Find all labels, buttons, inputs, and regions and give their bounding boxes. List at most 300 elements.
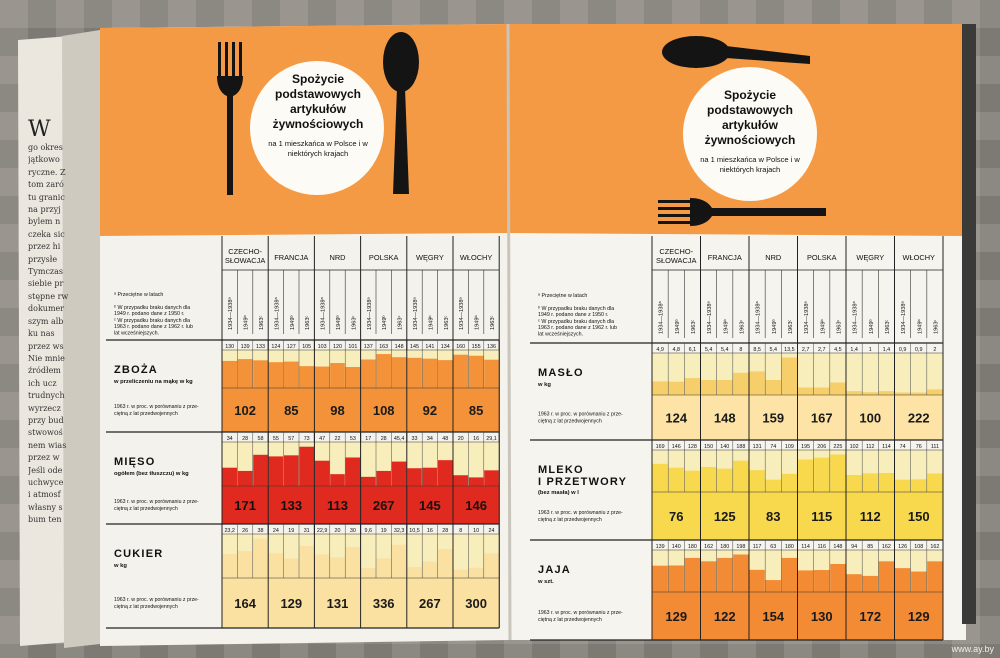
bar bbox=[253, 360, 268, 388]
value-label: 162 bbox=[704, 544, 714, 550]
row-sublabel: w kg bbox=[538, 382, 551, 388]
period-label: 1963ᶜ bbox=[351, 315, 358, 330]
bar bbox=[423, 359, 438, 388]
period-label: 1934—1938ᵃ bbox=[658, 301, 665, 334]
value-label: 155 bbox=[471, 344, 481, 350]
bar bbox=[846, 391, 861, 395]
bar bbox=[879, 473, 894, 492]
index-value: 125 bbox=[713, 509, 736, 524]
index-note: ciętną z lat przedwojennych bbox=[538, 617, 602, 623]
note-text: lat wcześniejszych. bbox=[114, 330, 160, 337]
index-value: 336 bbox=[372, 596, 395, 611]
period-label: 1949ᵇ bbox=[868, 319, 875, 334]
value-label: 0,9 bbox=[915, 347, 923, 353]
bar bbox=[238, 359, 253, 388]
country-label: WĘGRY bbox=[416, 253, 444, 262]
bar bbox=[299, 366, 314, 388]
right-title-block bbox=[694, 88, 806, 175]
value-label: 5,4 bbox=[721, 347, 729, 353]
value-label: 128 bbox=[687, 444, 697, 450]
index-value: 129 bbox=[907, 609, 930, 624]
value-label: 198 bbox=[736, 544, 746, 550]
value-label: 63 bbox=[770, 544, 777, 550]
index-value: 92 bbox=[422, 403, 438, 418]
value-label: 160 bbox=[456, 344, 466, 350]
value-label: 140 bbox=[671, 544, 681, 550]
value-label: 58 bbox=[257, 436, 264, 442]
bar bbox=[469, 568, 484, 578]
bar bbox=[863, 473, 878, 492]
value-label: 5,4 bbox=[704, 347, 713, 353]
value-label: 19 bbox=[380, 528, 387, 534]
bar bbox=[361, 477, 376, 486]
index-value: 130 bbox=[810, 609, 833, 624]
index-note: ciętną z lat przedwojennych bbox=[114, 411, 178, 417]
sidebar-line: jątkowo bbox=[28, 155, 60, 165]
value-label: 31 bbox=[303, 528, 310, 534]
index-value: 267 bbox=[372, 498, 395, 513]
index-value: 85 bbox=[284, 403, 299, 418]
value-label: 180 bbox=[720, 544, 730, 550]
note-text: 1949 r. podano dane z 1950 r. bbox=[538, 312, 609, 319]
value-label: 225 bbox=[833, 444, 843, 450]
bar bbox=[315, 554, 330, 578]
bar bbox=[361, 568, 376, 578]
sidebar-line: na przyj bbox=[28, 205, 61, 215]
bar bbox=[238, 551, 253, 578]
index-value: 159 bbox=[762, 410, 785, 426]
value-label: 4,5 bbox=[834, 347, 842, 353]
bar bbox=[438, 549, 453, 578]
country-label: WĘGRY bbox=[856, 253, 885, 262]
index-value: 76 bbox=[669, 509, 684, 524]
sidebar-line: stwowoś bbox=[28, 428, 63, 438]
index-value: 148 bbox=[713, 410, 736, 426]
value-label: 1,4 bbox=[850, 347, 858, 353]
country-label: FRANCJA bbox=[707, 253, 742, 262]
note-text: ᵃ Przeciętne w latach bbox=[538, 293, 588, 299]
index-value: 171 bbox=[234, 498, 256, 513]
period-label: 1949ᵇ bbox=[382, 315, 389, 330]
sidebar-line: czeka sic bbox=[28, 229, 65, 239]
row-label: I PRZETWORY bbox=[538, 476, 628, 488]
bar bbox=[701, 561, 716, 592]
sidebar-line: wyrzecz bbox=[28, 403, 61, 413]
bar bbox=[376, 471, 391, 486]
value-label: 148 bbox=[833, 544, 843, 550]
period-label: 1963ᶜ bbox=[739, 319, 746, 334]
bar bbox=[346, 547, 361, 578]
sidebar-line: go okres bbox=[28, 143, 63, 152]
period-label: 1949ᵇ bbox=[289, 315, 296, 330]
value-label: 22,9 bbox=[316, 528, 328, 534]
value-label: 13,5 bbox=[784, 347, 795, 353]
bar bbox=[911, 393, 926, 396]
value-label: 137 bbox=[363, 344, 373, 350]
bar bbox=[766, 480, 781, 492]
row-sublabel: (bez masła) w l bbox=[538, 490, 579, 496]
value-label: 34 bbox=[226, 436, 233, 442]
bar bbox=[669, 565, 684, 592]
period-label: 1963ᶜ bbox=[836, 319, 843, 334]
bar bbox=[701, 467, 716, 492]
value-label: 195 bbox=[801, 444, 811, 450]
index-value: 85 bbox=[468, 403, 484, 418]
bar bbox=[299, 447, 314, 486]
value-label: 188 bbox=[736, 444, 746, 450]
bar bbox=[701, 380, 716, 395]
value-label: 134 bbox=[440, 344, 450, 350]
bar bbox=[423, 468, 438, 486]
sidebar-line: bum ten bbox=[28, 515, 62, 525]
value-label: 162 bbox=[930, 544, 940, 550]
bar bbox=[376, 354, 391, 388]
sidebar-line: przez ws bbox=[28, 341, 64, 351]
value-label: 133 bbox=[256, 344, 265, 350]
index-value: 131 bbox=[326, 596, 349, 611]
value-label: 4,8 bbox=[672, 347, 680, 353]
sidebar-line: tom zaró bbox=[28, 180, 64, 190]
period-label: 1934—1938ᵃ bbox=[228, 297, 235, 330]
value-label: 24 bbox=[272, 528, 279, 534]
index-value: 102 bbox=[234, 403, 256, 418]
index-value: 267 bbox=[419, 596, 441, 611]
value-label: 140 bbox=[720, 444, 730, 450]
index-note: 1963 r. w proc. w porównaniu z prze- bbox=[114, 499, 199, 505]
index-note: 1963 r. w proc. w porównaniu z prze- bbox=[538, 510, 623, 516]
value-label: 85 bbox=[867, 544, 874, 550]
index-value: 167 bbox=[810, 410, 833, 426]
left-title-block bbox=[262, 72, 374, 159]
bar bbox=[376, 558, 391, 578]
value-label: 114 bbox=[882, 444, 891, 450]
index-value: 154 bbox=[762, 609, 785, 624]
bar bbox=[330, 557, 345, 578]
period-label: 1949ᵇ bbox=[474, 315, 481, 330]
value-label: 139 bbox=[655, 544, 665, 550]
value-label: 130 bbox=[225, 344, 235, 350]
note-text: 1949 r. podano dane z 1950 r. bbox=[114, 311, 185, 318]
note-text: ᶜ W przypadku braku danych dla bbox=[114, 318, 191, 324]
bar bbox=[685, 378, 700, 395]
country-label: CZECHO- bbox=[659, 247, 694, 256]
period-label: 1934—1938ᵃ bbox=[320, 297, 327, 330]
sidebar-line: przez w bbox=[28, 453, 60, 463]
bar bbox=[782, 358, 797, 396]
sidebar-line: przysłe bbox=[28, 254, 58, 264]
value-label: 103 bbox=[317, 344, 327, 350]
bar bbox=[284, 362, 299, 388]
value-label: 112 bbox=[865, 444, 875, 450]
index-note: ciętną z lat przedwojennych bbox=[114, 604, 178, 610]
country-label: POLSKA bbox=[806, 253, 837, 262]
country-label: CZECHO- bbox=[228, 247, 262, 256]
sidebar-text-column bbox=[28, 118, 90, 527]
period-label: 1963ᶜ bbox=[259, 315, 265, 330]
bar bbox=[830, 455, 845, 493]
sidebar-line: Jeśli ode bbox=[28, 465, 63, 475]
value-label: 131 bbox=[752, 444, 762, 450]
value-label: 139 bbox=[240, 344, 250, 350]
bar bbox=[269, 553, 284, 578]
left-subtitle: na 1 mieszkańca w Polsce i w niektórych krajach bbox=[268, 139, 368, 158]
row-label: JAJA bbox=[538, 564, 571, 576]
note-text: ᵇ W przypadku braku danych dla bbox=[114, 305, 191, 311]
value-label: 206 bbox=[817, 444, 827, 450]
bar bbox=[685, 471, 700, 492]
period-label: 1949ᵇ bbox=[723, 319, 730, 334]
bar bbox=[830, 564, 845, 592]
bar bbox=[484, 553, 499, 578]
value-label: 2,7 bbox=[801, 347, 810, 353]
row-label: CUKIER bbox=[114, 548, 164, 560]
value-label: 180 bbox=[687, 544, 697, 550]
bar bbox=[222, 554, 237, 578]
index-value: 172 bbox=[859, 609, 882, 624]
value-label: 74 bbox=[770, 444, 777, 450]
value-label: 33 bbox=[411, 436, 418, 442]
value-label: 124 bbox=[271, 344, 281, 350]
sidebar-line: źródłem bbox=[28, 366, 61, 376]
bar bbox=[814, 458, 829, 492]
bar bbox=[407, 567, 422, 578]
bar bbox=[782, 558, 797, 592]
bar bbox=[315, 461, 330, 486]
value-label: 26 bbox=[242, 528, 249, 534]
value-label: 146 bbox=[671, 444, 681, 450]
value-label: 94 bbox=[851, 544, 858, 550]
bar bbox=[733, 461, 748, 492]
bar bbox=[392, 357, 407, 388]
country-label: WŁOCHY bbox=[459, 253, 493, 262]
value-label: 16 bbox=[426, 528, 433, 534]
bar bbox=[927, 474, 942, 493]
country-label: FRANCJA bbox=[274, 253, 309, 262]
sidebar-line: nem wias bbox=[28, 440, 67, 450]
value-label: 150 bbox=[704, 444, 714, 450]
row-label: MASŁO bbox=[538, 367, 584, 379]
value-label: 74 bbox=[899, 444, 906, 450]
value-label: 17 bbox=[365, 436, 372, 442]
value-label: 169 bbox=[655, 444, 665, 450]
row-sublabel: w przeliczeniu na mąkę w kg bbox=[114, 379, 193, 385]
right-title: Spożycie podstawowych artykułów żywnościowych bbox=[704, 88, 796, 147]
dropcap: W bbox=[28, 118, 51, 142]
period-label: 1963ᶜ bbox=[490, 315, 496, 330]
value-label: 1,4 bbox=[882, 347, 891, 353]
bar bbox=[717, 558, 732, 592]
value-label: 16 bbox=[473, 436, 480, 442]
value-label: 116 bbox=[817, 544, 827, 550]
sidebar-line: przy bud bbox=[28, 415, 64, 425]
period-label: 1963ᶜ bbox=[787, 319, 794, 334]
value-label: 120 bbox=[333, 344, 342, 350]
note-text: lat wcześniejszych. bbox=[538, 331, 584, 338]
value-label: 8 bbox=[739, 347, 743, 353]
period-label: 1963ᶜ bbox=[397, 315, 404, 330]
bar bbox=[652, 464, 667, 492]
period-label: 1934—1938ᵃ bbox=[413, 297, 419, 330]
note-text: 1963 r. podano dane z 1962 r. lub bbox=[538, 325, 617, 332]
sidebar-line: siebie pr bbox=[28, 279, 64, 289]
value-label: 101 bbox=[348, 344, 358, 350]
bar bbox=[238, 471, 253, 486]
bar bbox=[484, 470, 499, 486]
bar bbox=[879, 391, 894, 395]
value-label: 180 bbox=[784, 544, 794, 550]
value-label: 10 bbox=[473, 528, 480, 534]
value-label: 47 bbox=[319, 436, 326, 442]
sidebar-line: uchwyce bbox=[28, 477, 64, 487]
period-label: 1949ᵇ bbox=[771, 319, 778, 334]
index-value: 122 bbox=[713, 609, 736, 624]
sidebar-line: własny s bbox=[28, 502, 63, 512]
value-label: 145 bbox=[410, 344, 419, 350]
value-label: 34 bbox=[426, 436, 433, 442]
period-label: 1963ᶜ bbox=[884, 319, 891, 334]
bar bbox=[927, 389, 942, 395]
index-value: 100 bbox=[859, 410, 882, 426]
country-label: WŁOCHY bbox=[902, 253, 935, 262]
value-label: 102 bbox=[849, 444, 859, 450]
value-label: 20 bbox=[457, 436, 464, 442]
bar bbox=[749, 570, 764, 592]
bar bbox=[685, 558, 700, 592]
value-label: 9,6 bbox=[364, 528, 373, 534]
bar bbox=[652, 566, 667, 592]
bar bbox=[407, 468, 422, 486]
bar bbox=[846, 574, 861, 592]
bar bbox=[484, 360, 499, 388]
bar bbox=[669, 382, 684, 395]
country-label: SŁOWACJA bbox=[656, 256, 697, 265]
bar bbox=[269, 456, 284, 486]
index-value: 164 bbox=[234, 596, 256, 611]
period-label: 1934—1938ᵃ bbox=[707, 301, 714, 334]
index-value: 115 bbox=[811, 509, 833, 524]
period-label: 1949ᵇ bbox=[336, 315, 342, 330]
value-label: 5,4 bbox=[769, 347, 777, 353]
value-label: 30 bbox=[349, 528, 356, 534]
bar bbox=[315, 367, 330, 388]
bar bbox=[346, 367, 361, 388]
period-label: 1949ᵇ bbox=[820, 319, 827, 334]
row-sublabel: w kg bbox=[114, 563, 127, 569]
value-label: 117 bbox=[752, 544, 762, 550]
bar bbox=[749, 371, 764, 395]
right-subtitle: na 1 mieszkańca w Polsce i w niektórych krajach bbox=[700, 155, 800, 174]
value-label: 23,2 bbox=[224, 528, 235, 534]
bar bbox=[330, 474, 345, 486]
index-value: 108 bbox=[372, 403, 395, 418]
index-value: 129 bbox=[665, 609, 688, 624]
value-label: 76 bbox=[915, 444, 922, 450]
value-label: 32,3 bbox=[393, 528, 405, 534]
bar bbox=[438, 460, 453, 486]
index-value: 222 bbox=[907, 410, 930, 426]
index-note: 1963 r. w proc. w porównaniu z prze- bbox=[114, 597, 199, 603]
index-note: ciętną z lat przedwojennych bbox=[114, 506, 178, 512]
period-label: 1934—1938ᵃ bbox=[755, 301, 762, 334]
period-label: 1963ᶜ bbox=[443, 315, 450, 330]
sidebar-line: tu granic bbox=[28, 192, 65, 202]
country-label: NRD bbox=[765, 253, 782, 262]
index-value: 145 bbox=[419, 498, 441, 513]
bar bbox=[253, 539, 268, 578]
bar bbox=[469, 356, 484, 388]
value-label: 22 bbox=[334, 436, 341, 442]
value-label: 114 bbox=[801, 544, 810, 550]
bar bbox=[222, 468, 237, 486]
value-label: 111 bbox=[930, 444, 940, 450]
bar bbox=[830, 383, 845, 396]
country-label: NRD bbox=[329, 253, 346, 262]
bar bbox=[392, 462, 407, 486]
bar bbox=[879, 561, 894, 592]
value-label: 126 bbox=[898, 544, 908, 550]
watermark: www.ay.by bbox=[951, 644, 994, 654]
value-label: 38 bbox=[257, 528, 264, 534]
bar bbox=[798, 388, 813, 396]
value-label: 4,9 bbox=[656, 347, 664, 353]
sidebar-line: trudnych bbox=[28, 391, 65, 401]
index-value: 83 bbox=[766, 509, 781, 524]
index-value: 146 bbox=[465, 498, 487, 513]
value-label: 108 bbox=[914, 544, 924, 550]
sidebar-line: ich ucz bbox=[28, 378, 57, 388]
left-title: Spożycie podstawowych artykułów żywnościowych bbox=[272, 72, 364, 131]
bar bbox=[361, 359, 376, 388]
index-note: 1963 r. w proc. w porównaniu z prze- bbox=[114, 404, 199, 410]
bar bbox=[330, 363, 345, 388]
value-label: 20 bbox=[334, 528, 341, 534]
index-value: 112 bbox=[859, 509, 881, 524]
value-label: 57 bbox=[288, 436, 295, 442]
value-label: 6,1 bbox=[688, 347, 697, 353]
value-label: 28 bbox=[380, 436, 387, 442]
bar bbox=[782, 474, 797, 492]
bar bbox=[766, 380, 781, 395]
bar bbox=[392, 545, 407, 578]
bar bbox=[863, 576, 878, 592]
value-label: 8 bbox=[459, 528, 463, 534]
row-label: MLEKO bbox=[538, 464, 584, 476]
bar bbox=[284, 455, 299, 486]
value-label: 45,4 bbox=[393, 436, 405, 442]
bar bbox=[438, 360, 453, 388]
bar bbox=[814, 388, 829, 396]
sidebar-line: ryczne. Z bbox=[28, 167, 66, 177]
country-label: POLSKA bbox=[368, 253, 399, 262]
bar bbox=[766, 580, 781, 592]
bar bbox=[733, 555, 748, 593]
period-label: 1949ᵇ bbox=[243, 315, 250, 330]
value-label: 24 bbox=[488, 528, 495, 534]
period-label: 1963ᶜ bbox=[305, 315, 312, 330]
bar bbox=[911, 479, 926, 492]
bar bbox=[863, 392, 878, 395]
value-label: 1 bbox=[868, 347, 872, 353]
value-label: 19 bbox=[288, 528, 295, 534]
sidebar-lines bbox=[28, 142, 90, 527]
bar bbox=[895, 480, 910, 492]
period-label: 1949ᵇ bbox=[674, 319, 681, 334]
note-text: ᶜ W przypadku braku danych dla bbox=[538, 319, 615, 325]
index-value: 300 bbox=[465, 596, 487, 611]
bar bbox=[453, 570, 468, 578]
bar bbox=[669, 468, 684, 492]
bar bbox=[733, 373, 748, 395]
